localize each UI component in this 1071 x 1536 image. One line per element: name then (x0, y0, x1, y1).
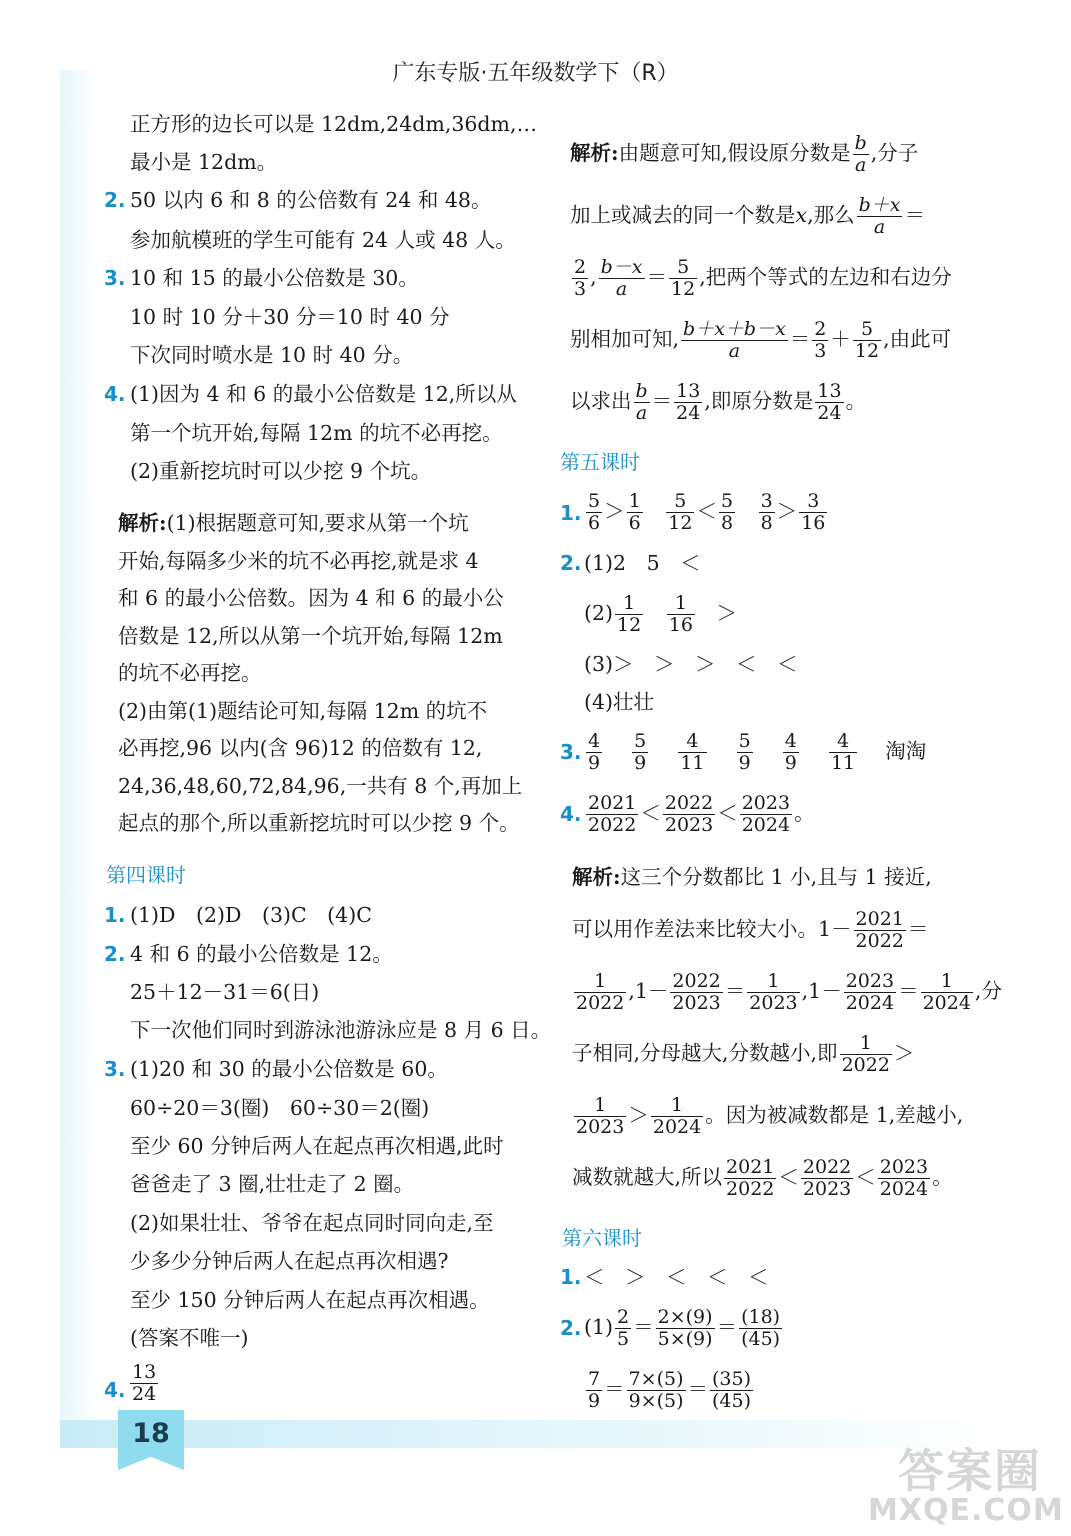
s4q3-line-b: 60÷20＝3(圈) 60÷30＝2(圈) (130, 1096, 430, 1120)
exp-line: 开始,每隔多少米的坑不必再挖,就是求 4 (118, 548, 479, 573)
watermark (818, 1435, 1068, 1535)
left-line-1: 正方形的边长可以是 12dm,24dm,36dm,… (130, 112, 538, 136)
s6q2-number: 2. (560, 1316, 582, 1340)
q3-line-c: 下次同时喷水是 10 时 40 分。 (130, 343, 414, 367)
q4-line-c: (2)重新挖坑时可以少挖 9 个坑。 (130, 459, 432, 483)
s5q2-part-2: (2) $\frac{1}{12}$ $\frac{1}{16}$ ＞ (584, 592, 738, 636)
s4q2-line-c: 下一次他们同时到游泳池游泳应是 8 月 6 日。 (130, 1018, 552, 1042)
section-lesson-5: 第五课时 (560, 450, 640, 474)
s4q3-line-f: 少多少分钟后两人在起点再次相遇? (130, 1249, 449, 1273)
s4q1-line: (1)D (2)D (3)C (4)C (130, 903, 372, 927)
s4q2-line-a: 4 和 6 的最小公倍数是 12。 (130, 942, 393, 966)
right-exp-line-4: 别相加可知, $\frac{b+x+b-x}{a}$ ＝ $\frac{2}{3}$ ＋ $\frac{5}{12}$ ,由此可 (570, 318, 952, 362)
s4q3-line-c: 至少 60 分钟后两人在起点再次相遇,此时 (130, 1134, 504, 1158)
s4q2-number: 2. (104, 942, 126, 966)
right-exp-line-5: 以求出 $\frac{b}{a}$ ＝ $\frac{13}{24}$ ,即原分数是 $\frac{13}{24}$ 。 (570, 380, 867, 424)
s4q3-line-a: (1)20 和 30 的最小公倍数是 60。 (130, 1057, 448, 1081)
s6q2-line-2: $\frac{7}{9}$ ＝ $\frac{7\times(5)}{9\times(5)}$ ＝ $\frac{(35)}{(45)}$ (588, 1368, 752, 1412)
watermark-url: MXQE.COM (868, 1493, 1064, 1528)
exp2-line-1: 解析:这三个分数都比 1 小,且与 1 接近, (572, 865, 932, 889)
left-explanation (118, 505, 522, 843)
right-exp-line-2: 加上或减去的同一个数是x,那么 $\frac{b+x}{a}$ ＝ (570, 194, 925, 238)
exp-line: 起点的那个,所以重新挖坑时可以少挖 9 个。 (118, 811, 520, 835)
s6q1-number: 1. (560, 1265, 582, 1289)
sidebar-decoration (60, 70, 100, 1420)
s5q1-answers: $\frac{5}{6}$ ＞ $\frac{1}{6}$ $\frac{5}{12}$ ＜ $\frac{5}{8}$ $\frac{3}{8}$ ＞ $\frac{3}{16}$ (588, 490, 826, 534)
explanation-label: 解析: (118, 511, 167, 535)
explanation-label: 解析: (570, 141, 619, 165)
exp2-line-4: 子相同,分母越大,分数越小,即 $\frac{1}{2022}$ ＞ (572, 1032, 915, 1076)
s4q2-line-b: 25＋12－31＝6(日) (130, 980, 320, 1004)
q4-line-b: 第一个坑开始,每隔 12m 的坑不必再挖。 (130, 421, 503, 445)
s5q2-part-1: (1)2 5 ＜ (584, 551, 701, 575)
watermark-logo: 答案圈 (898, 1444, 1042, 1498)
s5q2-part-3: (3)＞ ＞ ＞ ＜ ＜ (584, 652, 798, 676)
s4q4-number: 4. (104, 1378, 126, 1402)
exp2-line-3: $\frac{1}{2022}$ ,1－ $\frac{2022}{2023}$ ＝ $\frac{1}{2023}$ ,1－ $\frac{2023}{2024}$ ＝ $\frac{1}{2024}$ ,分 (576, 970, 1002, 1014)
q2-line-b: 参加航模班的学生可能有 24 人或 48 人。 (130, 228, 516, 252)
s6q1-answers: ＜ ＞ ＜ ＜ ＜ (584, 1265, 769, 1289)
exp2-line-5: $\frac{1}{2023}$ ＞ $\frac{1}{2024}$ 。因为被减数都是 1,差越小, (576, 1094, 964, 1138)
exp-line: (2)由第(1)题结论可知,每隔 12m 的坑不 (118, 698, 488, 723)
q4-line-a: (1)因为 4 和 6 的最小公倍数是 12,所以从 (130, 382, 517, 406)
s4q3-line-e: (2)如果壮壮、爷爷在起点同时同向走,至 (130, 1211, 494, 1235)
s5q2-number: 2. (560, 551, 582, 575)
right-exp-line-3: $\frac{2}{3}$ , $\frac{b-x}{a}$ ＝ $\frac{5}{12}$ ,把两个等式的左边和右边分 (574, 256, 952, 300)
q2-line-a: 50 以内 6 和 8 的公倍数有 24 和 48。 (130, 188, 492, 212)
section-lesson-4: 第四课时 (106, 863, 186, 887)
page-number: 18 (132, 1418, 170, 1449)
s4q4-answer: $\frac{13}{24}$ (132, 1361, 157, 1405)
section-lesson-6: 第六课时 (562, 1226, 642, 1250)
left-line-2: 最小是 12dm。 (130, 150, 278, 174)
q3-line-b: 10 时 10 分＋30 分＝10 时 40 分 (130, 305, 450, 329)
s4q3-line-g: 至少 150 分钟后两人在起点再次相遇。 (130, 1288, 490, 1312)
s5q3-number: 3. (560, 740, 582, 764)
exp-line: 的坑不必再挖。 (118, 661, 262, 685)
s4q3-line-h: (答案不唯一) (130, 1326, 249, 1350)
right-exp-line-1: 解析:由题意可知,假设原分数是 $\frac{b}{a}$ ,分子 (570, 132, 919, 176)
s5q2-part-4: (4)壮壮 (584, 690, 655, 714)
s4q3-line-d: 爸爸走了 3 圈,壮壮走了 2 圈。 (130, 1172, 415, 1196)
s4q3-number: 3. (104, 1057, 126, 1081)
q4-number: 4. (104, 382, 126, 406)
page-header: 广东专版·五年级数学下（R） (392, 61, 679, 86)
exp2-line-2: 可以用作差法来比较大小。1－ $\frac{2021}{2022}$ ＝ (572, 908, 929, 952)
s4q1-number: 1. (104, 903, 126, 927)
explanation-label: 解析: (572, 865, 621, 889)
q3-number: 3. (104, 266, 126, 290)
q2-number: 2. (104, 188, 126, 212)
exp-line: 必再挖,96 以内(含 96)12 的倍数有 12, (118, 736, 483, 760)
exp-line: 24,36,48,60,72,84,96,一共有 8 个,再加上 (118, 773, 523, 798)
s6q2-line-1: (1) $\frac{2}{5}$ ＝ $\frac{2\times(9)}{5\times(9)}$ ＝ $\frac{(18)}{(45)}$ (584, 1306, 781, 1350)
s5q1-number: 1. (560, 501, 582, 525)
s5q4-number: 4. (560, 802, 582, 826)
s5q4-answer: $\frac{2021}{2022}$ ＜ $\frac{2022}{2023}$ ＜ $\frac{2023}{2024}$ 。 (588, 792, 815, 836)
exp-line: 和 6 的最小公倍数。因为 4 和 6 的最小公 (118, 586, 504, 610)
exp-line: (1)根据题意可知,要求从第一个坑 (166, 511, 469, 535)
exp-line: 倍数是 12,所以从第一个坑开始,每隔 12m (118, 623, 503, 648)
s5q3-answers: $\frac{4}{9}$ $\frac{5}{9}$ $\frac{4}{11}$ $\frac{5}{9}$ $\frac{4}{9}$ $\frac{4}{11}$ 淘淘 (588, 730, 927, 774)
q3-line-a: 10 和 15 的最小公倍数是 30。 (130, 266, 419, 290)
exp2-line-6: 减数就越大,所以 $\frac{2021}{2022}$ ＜ $\frac{2022}{2023}$ ＜ $\frac{2023}{2024}$ 。 (572, 1156, 953, 1200)
